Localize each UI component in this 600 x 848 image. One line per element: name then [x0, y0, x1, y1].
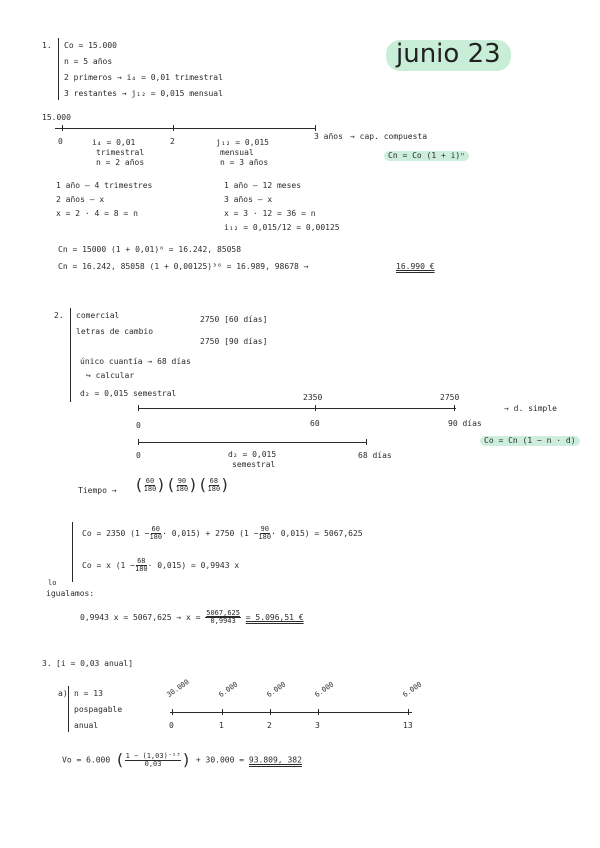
- tick-label: 2: [170, 137, 175, 146]
- axis-value: 2750: [440, 393, 460, 402]
- segment-label: n = 3 años: [220, 158, 269, 167]
- method-note: → d. simple: [504, 404, 557, 413]
- brace: [70, 308, 71, 402]
- tick: [315, 125, 316, 131]
- conversion-line: 1 año — 12 meses: [224, 181, 302, 190]
- axis-value: 30.000: [165, 677, 191, 699]
- tick: [62, 125, 63, 131]
- note-line: lo: [48, 579, 57, 587]
- formula: Co = Cn (1 − n · d): [480, 436, 580, 446]
- statement-line: único cuantía → 68 días: [80, 357, 191, 366]
- conversion-line: x = 3 · 12 = 36 = n: [224, 209, 316, 218]
- given-line: anual: [74, 721, 99, 730]
- axis-value: 2350: [303, 393, 323, 402]
- tick-label: 90 días: [448, 419, 482, 428]
- tick-label: 68 días: [358, 451, 392, 460]
- segment-label: trimestral: [96, 148, 145, 157]
- result: 16.990 €: [396, 262, 435, 271]
- tick-label: 60: [310, 419, 320, 428]
- time-label: Tiempo →: [78, 486, 117, 495]
- given-line: Co = 15.000: [64, 41, 117, 50]
- tick-label: 0: [169, 721, 174, 730]
- present-value-equation: Vo = 6.000 ( $\frac{\text{1 − (1,03)⁻¹³}}{0,03}$ ) + 30.000 = 93.809, 382: [62, 750, 302, 769]
- statement-line: ↪ calcular: [86, 371, 135, 380]
- calculation: Cn = 16.242, 85058 (1 + 0,00125)³⁶ = 16.989, 98678 →: [58, 262, 309, 271]
- tick: [173, 125, 174, 131]
- segment-label: mensual: [220, 148, 254, 157]
- given-line: 2 primeros → i₄ = 0,01 trimestral: [64, 73, 223, 82]
- brace: [68, 686, 69, 732]
- segment-label: j₁₂ = 0,015: [216, 138, 269, 147]
- equation-1: Co = 2350 (1 − $\frac{60}{180}$ · 0,015) + 2750 (1 − $\frac{90}{180}$ · 0,015) = 5067,625: [82, 525, 363, 541]
- brace: [72, 522, 73, 582]
- final-equation: 0,9943 x = 5067,625 → x = $\frac{5067,625}{0,9943}$ = 5.096,51 €: [80, 609, 304, 625]
- statement-line: 2750 [90 días]: [200, 337, 268, 346]
- conversion-line: 2 años — x: [56, 195, 105, 204]
- exercise-number: 1.: [42, 41, 52, 50]
- exercise-number: 2.: [54, 311, 64, 320]
- timeline-axis: [170, 712, 412, 713]
- formula: Cn = Co (1 + i)ⁿ: [384, 151, 469, 161]
- tick: [270, 709, 271, 715]
- tick: [315, 405, 316, 411]
- axis-value: 6.000: [265, 680, 288, 699]
- tick: [138, 439, 139, 445]
- timeline-axis: [138, 408, 456, 409]
- tick-label: 13: [403, 721, 413, 730]
- tick: [454, 405, 455, 411]
- axis-value: 6.000: [217, 680, 240, 699]
- page-title: junio 23: [386, 40, 511, 71]
- tick-label: 0: [136, 451, 141, 460]
- brace: [58, 38, 59, 100]
- given-line: n = 5 años: [64, 57, 113, 66]
- tick: [138, 405, 139, 411]
- segment-label: n = 2 años: [96, 158, 145, 167]
- subpart-label: a): [58, 689, 68, 698]
- cap-note: → cap. compuesta: [350, 132, 428, 141]
- timeline-axis: [55, 128, 315, 129]
- segment-label: i₄ = 0,01: [92, 138, 136, 147]
- statement-line: comercial: [76, 311, 120, 320]
- axis-value: 6.000: [401, 680, 424, 699]
- timeline-axis: [138, 442, 366, 443]
- conversion-line: i₁₂ = 0,015/12 = 0,00125: [224, 223, 340, 232]
- calculation: Cn = 15000 (1 + 0,01)⁸ = 16.242, 85058: [58, 245, 242, 254]
- tick: [366, 439, 367, 445]
- exercise-number: 3.: [42, 659, 52, 668]
- tick-label: 0: [58, 137, 63, 146]
- given-line: pospagable: [74, 705, 123, 714]
- conversion-line: 3 años — x: [224, 195, 273, 204]
- tick: [318, 709, 319, 715]
- axis-start-value: 15.000: [42, 113, 71, 122]
- axis-value: 6.000: [313, 680, 336, 699]
- tick-label: 2: [267, 721, 272, 730]
- segment-label: d₂ = 0,015: [228, 450, 277, 459]
- given-line: n = 13: [74, 689, 103, 698]
- statement-line: d₂ = 0,015 semestral: [80, 389, 177, 398]
- tick-label: 3: [315, 721, 320, 730]
- tick-label: 0: [136, 421, 141, 430]
- conversion-line: 1 año — 4 trimestres: [56, 181, 153, 190]
- segment-label: semestral: [232, 460, 276, 469]
- given-line: 3 restantes → j₁₂ = 0,015 mensual: [64, 89, 223, 98]
- time-fractions: ( $\frac{60}{180}$ )( $\frac{90}{180}$ )( $\frac{68}{180}$ ): [134, 475, 230, 494]
- tick: [222, 709, 223, 715]
- exercise-header: [i = 0,03 anual]: [56, 659, 134, 668]
- conversion-line: x = 2 · 4 = 8 = n: [56, 209, 138, 218]
- tick-label: 3 años: [314, 132, 343, 141]
- tick: [408, 709, 409, 715]
- statement-line: 2750 [60 días]: [200, 315, 268, 324]
- tick-label: 1: [219, 721, 224, 730]
- note-line: igualamos:: [46, 589, 95, 598]
- equation-2: Co = x (1 − $\frac{68}{180}$ · 0,015) = 0,9943 x: [82, 557, 240, 573]
- tick: [172, 709, 173, 715]
- statement-line: letras de cambio: [76, 327, 154, 336]
